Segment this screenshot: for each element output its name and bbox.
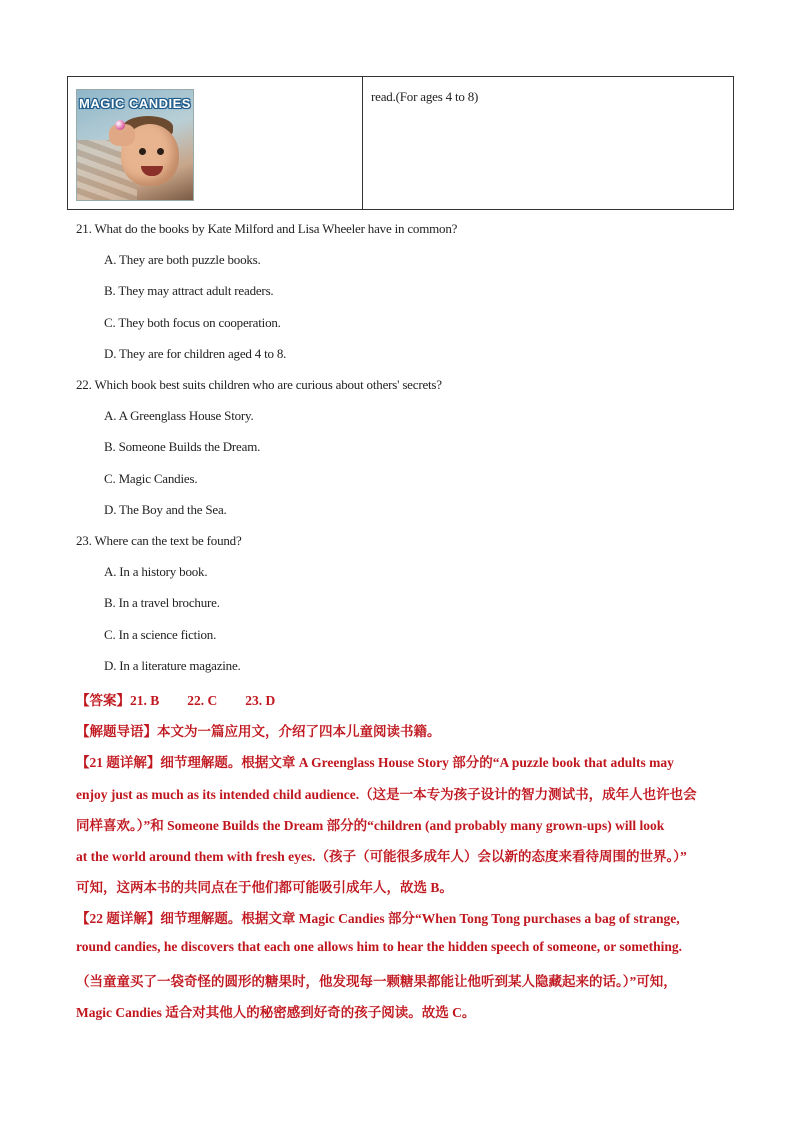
answer-21: 21. B — [130, 693, 160, 708]
cover-eye — [157, 148, 164, 155]
answer-label: 【答案】 — [76, 693, 130, 708]
explanation-line: 【22 题详解】细节理解题。根据文章 Magic Candies 部分“When Tong Tong purchases a bag of strange, — [76, 911, 680, 926]
explanation-line: 同样喜欢。）”和 Someone Builds the Dream 部分的“children (and probably many grown-ups) will look — [76, 818, 665, 833]
answer-key — [76, 689, 275, 709]
question-21-option-b: B. They may attract adult readers. — [104, 283, 274, 298]
question-22-option-c: C. Magic Candies. — [104, 471, 198, 486]
question-23-option-d: D. In a literature magazine. — [104, 658, 241, 673]
explanation-line: 【21 题详解】细节理解题。根据文章 A Greenglass House Story 部分的“A puzzle book that adults may — [76, 755, 674, 770]
table-cell-cover — [68, 77, 363, 209]
question-22-option-a: A. A Greenglass House Story. — [104, 408, 254, 423]
question-21-option-d: D. They are for children aged 4 to 8. — [104, 346, 287, 361]
question-23-option-c: C. In a science fiction. — [104, 627, 217, 642]
question-22-option-b: B. Someone Builds the Dream. — [104, 439, 261, 454]
question-21-option-c: C. They both focus on cooperation. — [104, 315, 281, 330]
explanation-line: 可知，这两本书的共同点在于他们都可能吸引成年人，故选 B。 — [76, 880, 453, 895]
explanation-intro: 【解题导语】本文为一篇应用文，介绍了四本儿童阅读书籍。 — [76, 724, 441, 739]
book-cover-image — [76, 89, 194, 201]
explanation-line: at the world around them with fresh eyes.（孩子（可能很多成年人）会以新的态度来看待周围的世界。）” — [76, 849, 687, 864]
explanation-line: round candies, he discovers that each one allows him to hear the hidden speech of someone, or something. — [76, 939, 683, 954]
question-22-option-d: D. The Boy and the Sea. — [104, 502, 227, 517]
question-22-stem: 22. Which book best suits children who are curious about others' secrets? — [76, 377, 442, 392]
table-cell-description — [363, 77, 733, 209]
question-23-stem: 23. Where can the text be found? — [76, 533, 242, 548]
cover-eye — [139, 148, 146, 155]
question-21-stem: 21. What do the books by Kate Milford and Lisa Wheeler have in common? — [76, 221, 458, 236]
answer-22: 22. C — [187, 693, 218, 708]
question-21-option-a: A. They are both puzzle books. — [104, 252, 261, 267]
book-table — [67, 76, 734, 210]
question-23-option-b: B. In a travel brochure. — [104, 595, 220, 610]
cover-title: MAGIC CANDIES — [79, 96, 191, 111]
book-description: read.(For ages 4 to 8) — [371, 89, 479, 104]
explanation-line: Magic Candies 适合对其他人的秘密感到好奇的孩子阅读。故选 C。 — [76, 1005, 476, 1020]
answer-23: 23. D — [245, 693, 276, 708]
cover-candy — [115, 120, 125, 130]
explanation-line: （当童童买了一袋奇怪的圆形的糖果时，他发现每一颗糖果都能让他听到某人隐藏起来的话。）”可知， — [76, 974, 677, 989]
explanation-line: enjoy just as much as its intended child audience.（这是一本专为孩子设计的智力测试书，成年人也许也会 — [76, 787, 697, 802]
question-23-option-a: A. In a history book. — [104, 564, 208, 579]
